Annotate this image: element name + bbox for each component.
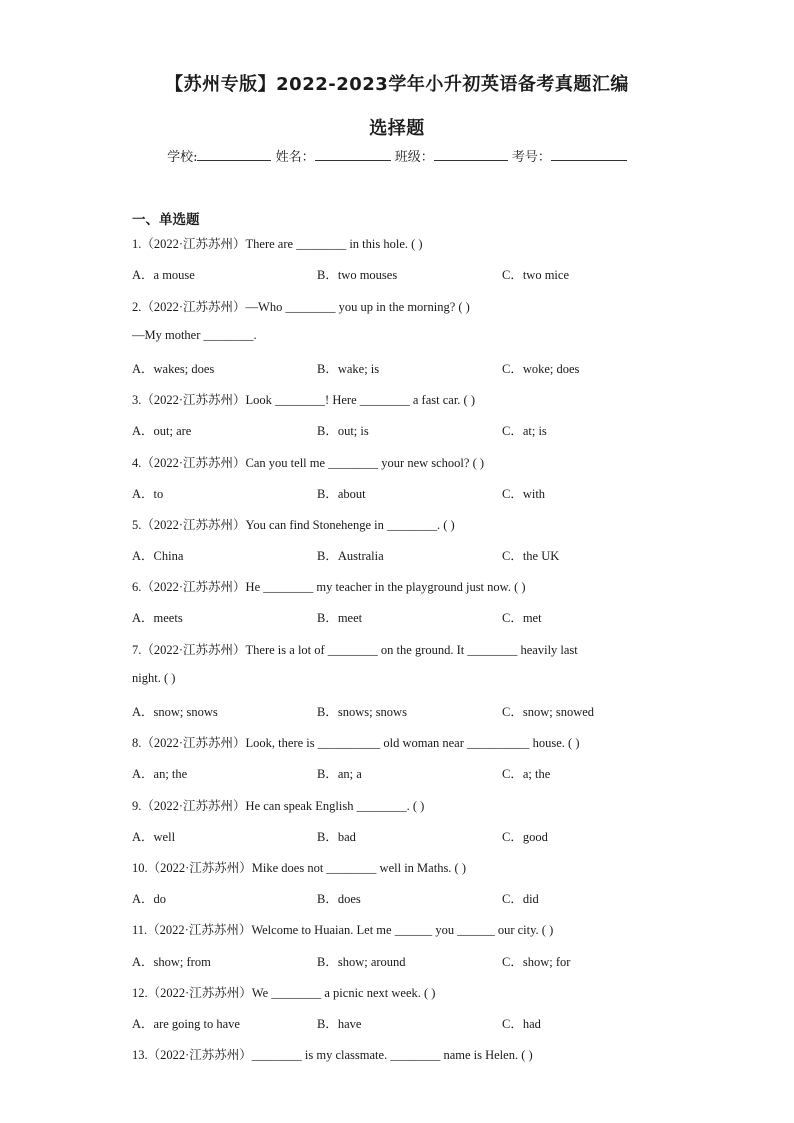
name-label: 姓名： [275,150,315,165]
student-info-line [0,146,794,165]
school-blank[interactable] [197,148,271,161]
question-4: 4.（2022·江苏苏州）Can you tell me ________ your new school? ( ) [132,456,485,470]
question-2-continued: —My mother ________. [132,328,257,342]
option-b[interactable]: B．two mouses [317,268,398,282]
question-1: 1.（2022·江苏苏州）There are ________ in this hole. ( ) [132,237,423,251]
question-13: 13.（2022·江苏苏州）________ is my classmate. ________ name is Helen. ( ) [132,1048,533,1062]
class-label: 班级： [394,150,434,165]
option-a[interactable]: A．well [132,830,176,844]
option-c[interactable]: C．the UK [502,549,560,563]
option-a[interactable]: A．do [132,892,167,906]
option-b[interactable]: B．bad [317,830,356,844]
option-a[interactable]: A．to [132,487,164,501]
class-blank[interactable] [434,148,508,161]
option-a[interactable]: A．out; are [132,424,192,438]
option-a[interactable]: A．snow; snows [132,705,218,719]
question-7: 7.（2022·江苏苏州）There is a lot of ________ on the ground. It ________ heavily last [132,643,578,657]
section-title: 一、单选题 [132,212,200,228]
option-b[interactable]: B．out; is [317,424,369,438]
question-10: 10.（2022·江苏苏州）Mike does not ________ well in Maths. ( ) [132,861,467,875]
option-a[interactable]: A．China [132,549,184,563]
option-c[interactable]: C．met [502,611,542,625]
question-6: 6.（2022·江苏苏州）He ________ my teacher in the playground just now. ( ) [132,580,526,594]
option-b[interactable]: B．snows; snows [317,705,407,719]
question-5: 5.（2022·江苏苏州）You can find Stonehenge in ________. ( ) [132,518,455,532]
option-a[interactable]: A．wakes; does [132,362,215,376]
name-blank[interactable] [315,148,391,161]
option-c[interactable]: C．woke; does [502,362,580,376]
option-c[interactable]: C．snow; snowed [502,705,595,719]
option-b[interactable]: B．wake; is [317,362,380,376]
school-label: 学校: [167,150,198,165]
question-9: 9.（2022·江苏苏州）He can speak English ________. ( ) [132,799,425,813]
option-c[interactable]: C．two mice [502,268,570,282]
option-a[interactable]: A．show; from [132,955,211,969]
question-11: 11.（2022·江苏苏州）Welcome to Huaian. Let me ______ you ______ our city. ( ) [132,923,554,937]
option-b[interactable]: B．Australia [317,549,384,563]
option-c[interactable]: C．had [502,1017,541,1031]
option-b[interactable]: B．show; around [317,955,406,969]
option-c[interactable]: C．at; is [502,424,547,438]
option-a[interactable]: A．a mouse [132,268,195,282]
document-title: 【苏州专版】2022-2023学年小升初英语备考真题汇编 [165,74,629,95]
option-b[interactable]: B．meet [317,611,363,625]
question-3: 3.（2022·江苏苏州）Look ________! Here ________ a fast car. ( ) [132,393,475,407]
exam-number-blank[interactable] [551,148,627,161]
option-c[interactable]: C．show; for [502,955,571,969]
option-c[interactable]: C．with [502,487,546,501]
question-8: 8.（2022·江苏苏州）Look, there is __________ old woman near __________ house. ( ) [132,736,580,750]
option-c[interactable]: C．a; the [502,767,551,781]
option-b[interactable]: B．about [317,487,366,501]
exam-number-label: 考号： [511,150,551,165]
question-2: 2.（2022·江苏苏州）—Who ________ you up in the morning? ( ) [132,300,470,314]
option-a[interactable]: A．meets [132,611,183,625]
question-12: 12.（2022·江苏苏州）We ________ a picnic next week. ( ) [132,986,436,1000]
document-subtitle: 选择题 [369,118,425,139]
option-c[interactable]: C．good [502,830,548,844]
option-b[interactable]: B．an; a [317,767,362,781]
question-7-continued: night. ( ) [132,671,176,685]
option-b[interactable]: B．does [317,892,361,906]
option-a[interactable]: A．are going to have [132,1017,240,1031]
option-a[interactable]: A．an; the [132,767,188,781]
option-c[interactable]: C．did [502,892,539,906]
option-b[interactable]: B．have [317,1017,362,1031]
